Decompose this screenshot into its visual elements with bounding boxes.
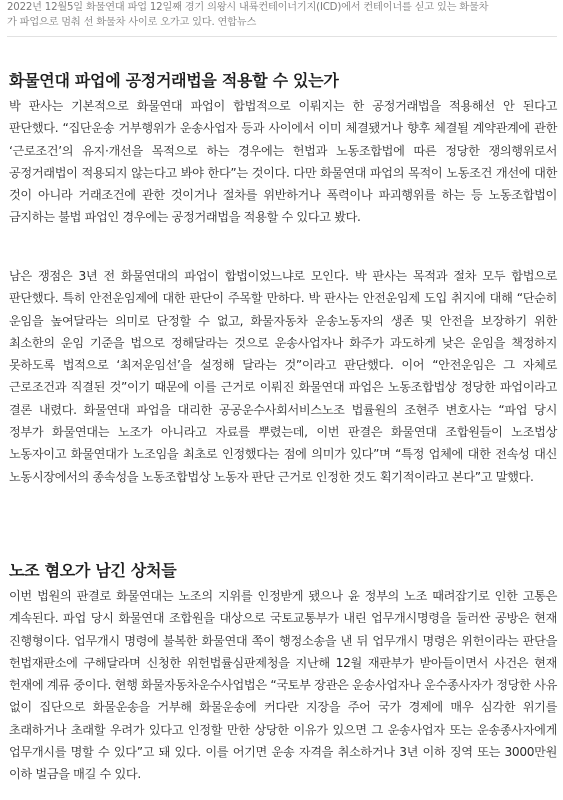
paragraph-union-hatred-1: 이번 법원의 판결로 화물연대는 노조의 지위를 인정받게 됐으나 윤 정부의 노조 때려잡기로 인한 고통은 계속된다. 파업 당시 화물연대 조합원을 대상으로 국토교통부가 내린 업무개시명령을 둘러싼 공방은 현재 진행형이다. 업무개시 명령에 불복한 화물연대 쪽이 행정소송을 낸 뒤 업무개시 명령은 위헌이라는 판단을 헌법재판소에 구해달라며 신청한 위헌법률심판제청을 지난해 12월 재판부가 받아들이면서 사건은 현재 헌재에 계류 중이다. 현행 화물자동차운수사업법은 “국토부 장관은 운송사업자나 운수종사자가 정당한 사유 없이 집단으로 화물운송을 거부해 화물운송에 커다란 지장을 주어 국가 경제에 매우 심각한 위기를 초래하거나 초래할 우려가 있다고 인정할 만한 상당한 이유가 있으면 그 운송사업자 또는 운송종사자에게 업무개시를 명할 수 있다”고 돼 있다. 이를 어기면 운송 자격을 취소하거나 3년 이하 징역 또는 3000만원 이하 벌금을 매길 수 있다. <box>9 589 557 782</box>
section-heading-fair-trade: 화물연대 파업에 공정거래법을 적용할 수 있는가 <box>9 71 339 91</box>
paragraph-fair-trade-2: 남은 쟁점은 3년 전 화물연대의 파업이 합법이었느냐로 모인다. 박 판사는 목적과 절차 모두 합법으로 판단했다. 특히 안전운임제에 대한 판단이 주목할 만하다. 박 판사는 안전운임제 도입 취지에 대해 “단순히 운임을 높여달라는 의미로 단정할 수 없고, 화물자동차 운송노동자의 생존 및 안전을 보장하기 위한 최소한의 운임 기준을 법으로 정해달라는 것으로 운송사업자나 화주가 과도하게 낮은 운임을 책정하지 못하도록 법적으로 ‘최저운임선’을 설정해 달라는 것”이라고 판단했다. 이어 “안전운임은 그 자체로 근로조건과 직결된 것”이기 때문에 이를 근거로 이뤄진 화물연대 파업은 노동조합법상 정당한 파업이라고 결론 내렸다. 화물연대 파업을 대리한 공공운수사회서비스노조 법률원의 조현주 변호사는 “파업 당시 정부가 화물연대는 노조가 아니라고 자료를 뿌렸는데, 이번 판결은 화물연대 조합원들이 노조법상 노동자이고 화물연대가 노조임을 최초로 인정했다는 점에 의미가 있다”며 “특정 업체에 대한 전속성 대신 노동시장에서의 종속성을 노동조합법상 노동자 판단 근거로 인정한 것도 획기적이라고 본다”고 말했다. <box>9 269 557 484</box>
caption-divider <box>7 36 557 37</box>
photo-caption: 2022년 12월5일 화물연대 파업 12일째 경기 의왕시 내륙컨테이너기지(ICD)에서 컨테이너를 싣고 있는 화물차 가 파업으로 멈춰 선 화물차 사이로 오가고 있다. 연합뉴스 <box>7 2 489 28</box>
section-heading-union-hatred: 노조 혐오가 남긴 상처들 <box>9 561 177 581</box>
paragraph-fair-trade-1: 박 판사는 기본적으로 화물연대 파업이 합법적으로 이뤄지는 한 공정거래법을 적용해선 안 된다고 판단했다. “집단운송 거부행위가 운송사업자 등과 사이에서 이미 체결됐거나 향후 체결될 계약관계에 관한 ‘근로조건’의 유지·개선을 목적으로 하는 경우에는 헌법과 노동조합법에 따른 정당한 쟁의행위로서 공정거래법이 적용되지 않는다고 봐야 한다”는 것이다. 다만 화물연대 파업의 목적이 노동조건 개선에 대한 것이 아니라 거래조건에 관한 것이거나 절차를 위반하거나 폭력이나 파괴행위를 하는 등 노동조합법이 금지하는 불법 파업인 경우에는 공정거래법을 적용할 수 있다고 봤다. <box>9 99 557 225</box>
